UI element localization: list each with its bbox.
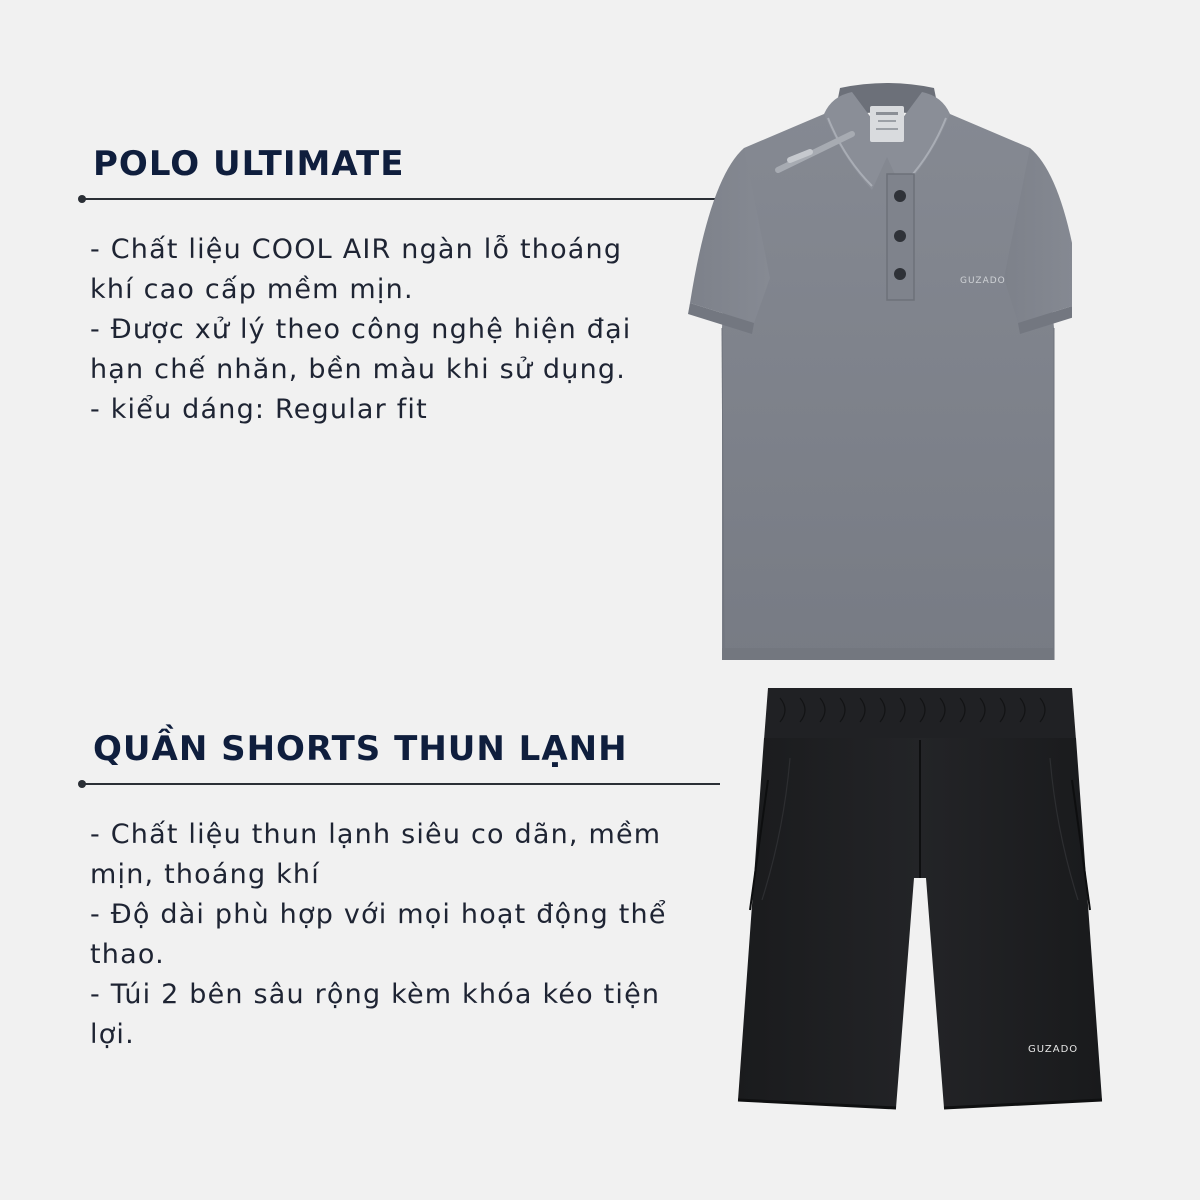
shorts-feature-item: - Chất liệu thun lạnh siêu co dãn, mềm mịn, thoáng khí	[90, 819, 662, 890]
shorts-divider	[80, 783, 720, 785]
shorts-icon	[720, 680, 1120, 1118]
polo-feature-item: - Chất liệu COOL AIR ngàn lỗ thoáng khí cao cấp mềm mịn.	[90, 234, 623, 305]
polo-shirt-icon	[682, 78, 1072, 662]
divider-dot-icon	[78, 780, 86, 788]
shorts-feature-list	[80, 815, 680, 1055]
shorts-title: QUẦN SHORTS THUN LẠNH	[93, 729, 628, 769]
shorts-logo-print: GUZADO	[1028, 1044, 1079, 1055]
polo-feature-list	[80, 230, 670, 430]
shorts-section	[80, 725, 720, 1055]
shorts-image	[720, 680, 1120, 1118]
polo-shirt-image	[682, 78, 1072, 662]
polo-divider	[80, 198, 720, 200]
polo-title: POLO ULTIMATE	[93, 144, 405, 184]
polo-feature-item: - Được xử lý theo công nghệ hiện đại hạn chế nhăn, bền màu khi sử dụng.	[90, 314, 632, 385]
polo-logo-print: GUZADO	[960, 276, 1006, 286]
divider-dot-icon	[78, 195, 86, 203]
shorts-feature-item: - Túi 2 bên sâu rộng kèm khóa kéo tiện lợi.	[90, 979, 661, 1050]
polo-section	[80, 140, 720, 430]
shorts-feature-item: - Độ dài phù hợp với mọi hoạt động thể thao.	[90, 899, 667, 970]
polo-feature-item: - kiểu dáng: Regular fit	[90, 394, 428, 425]
